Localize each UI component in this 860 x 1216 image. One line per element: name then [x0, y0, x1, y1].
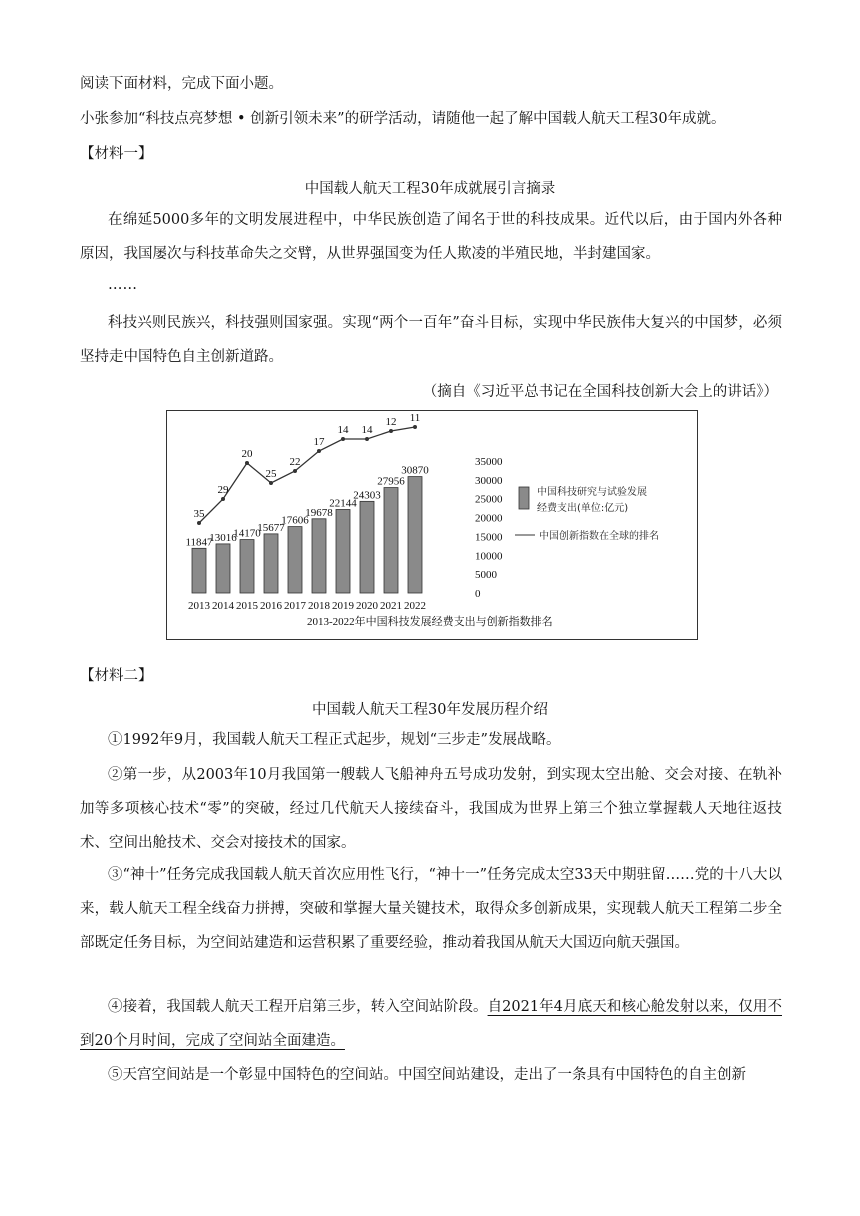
bar-label-2016: 15677 [257, 521, 285, 534]
rank-point-2015 [245, 461, 249, 465]
rank-point-2019 [341, 437, 345, 441]
rank-point-2020 [365, 437, 369, 441]
bar-label-2017: 17606 [281, 514, 309, 527]
bar-2018 [312, 519, 326, 593]
material2-item-4 [80, 990, 782, 1058]
x-tick-2018: 2018 [308, 600, 330, 612]
bar-label-2015: 14170 [233, 527, 261, 540]
legend-line-label: 中国创新指数在全球的排名 [539, 531, 659, 542]
legend-bar-label-2: 经费支出(单位:亿元) [537, 503, 629, 514]
rank-label-2017: 22 [289, 456, 301, 468]
rank-label-2019: 14 [337, 424, 349, 436]
rank-label-2015: 20 [241, 448, 253, 460]
material1-source: （摘自《习近平总书记在全国科技创新大会上的讲话》） [422, 384, 778, 400]
bar-label-2021: 27956 [377, 475, 405, 488]
y-tick-30000: 30000 [475, 474, 503, 487]
x-tick-2021: 2021 [380, 600, 402, 612]
x-tick-2014: 2014 [212, 600, 234, 612]
material2-item-1: ①1992年9月，我国载人航天工程正式起步，规划“三步走”发展战略。 [108, 732, 561, 748]
x-tick-2013: 2013 [188, 600, 210, 612]
rank-label-2020: 14 [361, 424, 373, 436]
ellipsis: …… [108, 277, 137, 293]
bar-2021 [384, 488, 398, 593]
bar-2019 [336, 509, 350, 593]
x-tick-2016: 2016 [260, 600, 282, 612]
legend-bar-swatch [519, 487, 529, 509]
rank-point-2017 [293, 469, 297, 473]
bar-2020 [360, 501, 374, 593]
bar-label-2013: 11847 [185, 536, 213, 549]
context-text: 小张参加“科技点亮梦想 • 创新引领未来”的研学活动，请随他一起了解中国载人航天工程30年成就。 [80, 111, 726, 127]
bar-label-2022: 30870 [401, 464, 429, 477]
rank-point-2014 [221, 497, 225, 501]
rank-label-2021: 12 [385, 416, 397, 428]
rank-label-2022: 11 [409, 412, 421, 424]
x-tick-2020: 2020 [356, 600, 378, 612]
material2-item-5: ⑤天宫空间站是一个彰显中国特色的空间站。中国空间站建设，走出了一条具有中国特色的自主创新 [108, 1067, 746, 1083]
material2-item-2: ②第一步，从2003年10月我国第一艘载人飞船神舟五号成功发射，到实现太空出舱、交会对接、在轨补加等多项核心技术“零”的突破，经过几代航天人接续奋斗，我国成为世界上第三个独立掌握载人天地往返技术、空间出舱技术、交会对接技术的国家。 [80, 767, 782, 851]
bar-2013 [192, 548, 206, 593]
bar-label-2020: 24303 [353, 489, 381, 502]
material1-paragraph-1: 在绵延5000多年的文明发展进程中，中华民族创造了闻名于世的科技成果。近代以后，由于国内外各种原因，我国屡次与科技革命失之交臂，从世界强国变为任人欺凌的半殖民地，半封建国家。 [80, 212, 782, 262]
rank-point-2018 [317, 449, 321, 453]
rank-point-2022 [413, 425, 417, 429]
bar-2022 [408, 477, 422, 593]
bar-label-2019: 22144 [329, 497, 357, 510]
x-tick-2015: 2015 [236, 600, 258, 612]
material2-title: 中国载人航天工程30年发展历程介绍 [312, 702, 548, 718]
bar-label-2014: 13016 [209, 531, 237, 544]
rank-label-2018: 17 [313, 436, 325, 448]
material2-item-3: ③“神十”任务完成我国载人航天首次应用性飞行，“神十一”任务完成太空33天中期驻留……党的十八大以来，载人航天工程全线奋力拼搏，突破和掌握大量关键技术，取得众多创新成果，实现载人航天工程第二步全部既定任务目标，为空间站建造和运营积累了重要经验，推动着我国从航天大国迈向航天强国。 [80, 867, 782, 951]
material1-paragraph-2: 科技兴则民族兴，科技强则国家强。实现“两个一百年”奋斗目标，实现中华民族伟大复兴的中国梦，必须坚持走中国特色自主创新道路。 [80, 315, 782, 365]
chart [167, 411, 699, 641]
rank-point-2016 [269, 481, 273, 485]
rank-label-2014: 29 [217, 484, 229, 496]
y-tick-20000: 20000 [475, 512, 503, 525]
chart-container [166, 410, 698, 640]
bar-label-2018: 19678 [305, 506, 333, 519]
chart-title: 2013-2022年中国科技发展经费支出与创新指数排名 [307, 616, 553, 628]
x-tick-2019: 2019 [332, 600, 354, 612]
rank-label-2013: 35 [193, 508, 205, 520]
y-tick-15000: 15000 [475, 531, 503, 544]
y-tick-25000: 25000 [475, 493, 503, 506]
item-4-underlined-text: 自2021年4月底天和核心舱发射以来，仅用不到20个月时间，完成了空间站全面建造。 [80, 999, 782, 1049]
bar-2017 [288, 527, 302, 593]
material1-title: 中国载人航天工程30年成就展引言摘录 [304, 181, 556, 197]
legend-bar-label-1: 中国科技研究与试验发展 [537, 487, 647, 498]
material1-heading: 【材料一】 [80, 146, 153, 162]
bar-2016 [264, 534, 278, 593]
material2-heading: 【材料二】 [80, 668, 153, 684]
bar-2014 [216, 544, 230, 593]
instruction-text: 阅读下面材料，完成下面小题。 [80, 76, 283, 92]
y-tick-5000: 5000 [475, 569, 497, 582]
y-tick-10000: 10000 [475, 550, 503, 563]
rank-point-2021 [389, 429, 393, 433]
x-tick-2022: 2022 [404, 600, 426, 612]
rank-label-2016: 25 [265, 468, 277, 480]
x-tick-2017: 2017 [284, 600, 306, 612]
item-4-text: ④接着，我国载人航天工程开启第三步，转入空间站阶段。 [108, 999, 488, 1015]
y-tick-35000: 35000 [475, 456, 503, 468]
bar-2015 [240, 540, 254, 593]
y-tick-0: 0 [475, 588, 481, 600]
rank-point-2013 [197, 521, 201, 525]
